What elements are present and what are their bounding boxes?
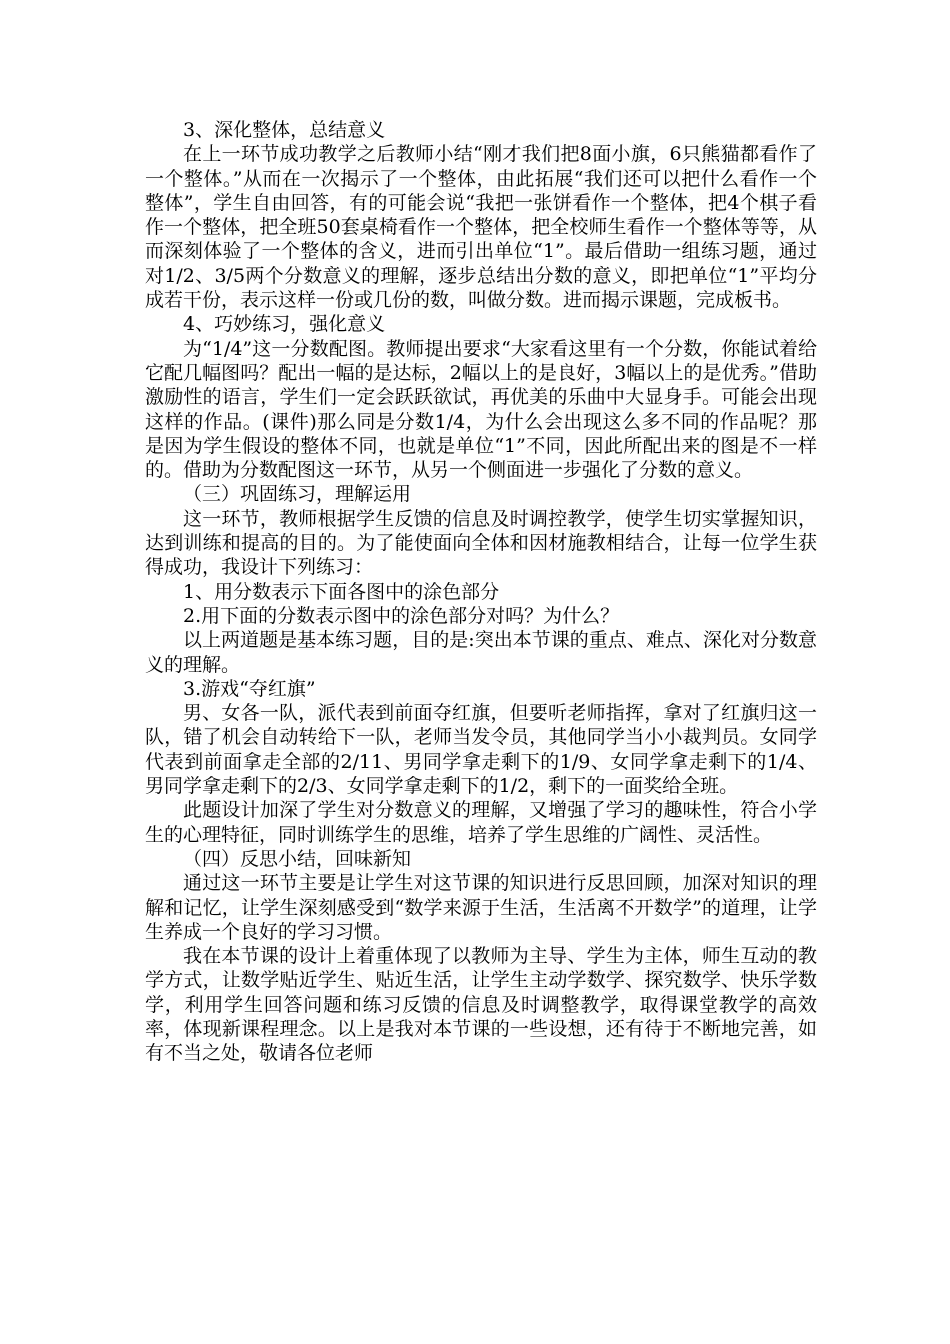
exercise-1: 1、用分数表示下面各图中的涂色部分 [183,580,500,603]
paragraph-section-three-intro: 这一环节，教师根据学生反馈的信息及时调控教学，使学生切实掌握知识，达到训练和提高的目的。为了能使面向全体和因材施教相结合，让每一位学生获得成功，我设计下列练习： [145,507,817,579]
paragraph-exercise-purpose: 以上两道题是基本练习题，目的是:突出本节课的重点、难点、深化对分数意义的理解。 [145,629,817,676]
exercise-3-game: 3.游戏“夺红旗” [183,677,316,700]
paragraph-conclusion: 我在本节课的设计上着重体现了以教师为主导、学生为主体，师生互动的教学方式，让数学贴近学生、贴近生活，让学生主动学数学、探究数学、快乐学数学，利用学生回答问题和练习反馈的信息及时调整教学，取得课堂教学的高效率，体现新课程理念。以上是我对本节课的一些设想，还有待于不断地完善，如有不当之处，敬请各位老师 [145,945,817,1065]
paragraph-fraction-drawing: 为“1/4”这一分数配图。教师提出要求“大家看这里有一个分数，你能试着给它配几幅图吗？配出一幅的是达标，2幅以上的是良好，3幅以上的是优秀。”借助激励性的语言，学生们一定会跃跃欲试，再优美的乐曲中大显身手。可能会出现这样的作品。(课件)那么同是分数1/4，为什么会出现这么多不同的作品呢？那是因为学生假设的整体不同，也就是单位“1”不同，因此所配出来的图是不一样的。借助为分数配图这一环节，从另一个侧面进一步强化了分数的意义。 [145,337,817,482]
paragraph-reflection: 通过这一环节主要是让学生对这节课的知识进行反思回顾，加深对知识的理解和记忆，让学生深刻感受到“数学来源于生活，生活离不开数学”的道理，让学生养成一个良好的学习习惯。 [145,872,817,943]
document-page [145,118,817,1066]
exercise-2: 2.用下面的分数表示图中的涂色部分对吗？为什么？ [183,604,620,627]
paragraph-game-rules: 男、女各一队，派代表到前面夺红旗，但要听老师指挥，拿对了红旗归这一队，错了机会自动转给下一队，老师当发令员，其他同学当小小裁判员。女同学代表到前面拿走全部的2/11、男同学拿走剩下的1/9、女同学拿走剩下的1/4、男同学拿走剩下的2/3、女同学拿走剩下的1/2，剩下的一面奖给全班。 [145,702,817,798]
paragraph-game-purpose: 此题设计加深了学生对分数意义的理解，又增强了学习的趣味性，符合小学生的心理特征，同时训练学生的思维，培养了学生思维的广阔性、灵活性。 [145,799,817,846]
heading-deepen-whole: 3、深化整体，总结意义 [183,119,386,141]
heading-practice: 4、巧妙练习，强化意义 [183,313,386,336]
paragraph-whole-concept: 在上一环节成功教学之后教师小结“刚才我们把8面小旗，6只熊猫都看作了一个整体。”从而在一次揭示了一个整体，由此拓展“我们还可以把什么看作一个整体”，学生自由回答，有的可能会说“我把一张饼看作一个整体，把4个棋子看作一个整体，把全班50套桌椅看作一个整体，把全校师生看作一个整体等等，从而深刻体验了一个整体的含义，进而引出单位“1”。最后借助一组练习题，通过对1/2、3/5两个分数意义的理解，逐步总结出分数的意义，即把单位“1”平均分成若干份，表示这样一份或几份的数，叫做分数。进而揭示课题，完成板书。 [145,143,817,312]
heading-section-four: （四）反思小结，回味新知 [183,847,412,870]
heading-section-three: （三）巩固练习，理解运用 [183,483,412,506]
